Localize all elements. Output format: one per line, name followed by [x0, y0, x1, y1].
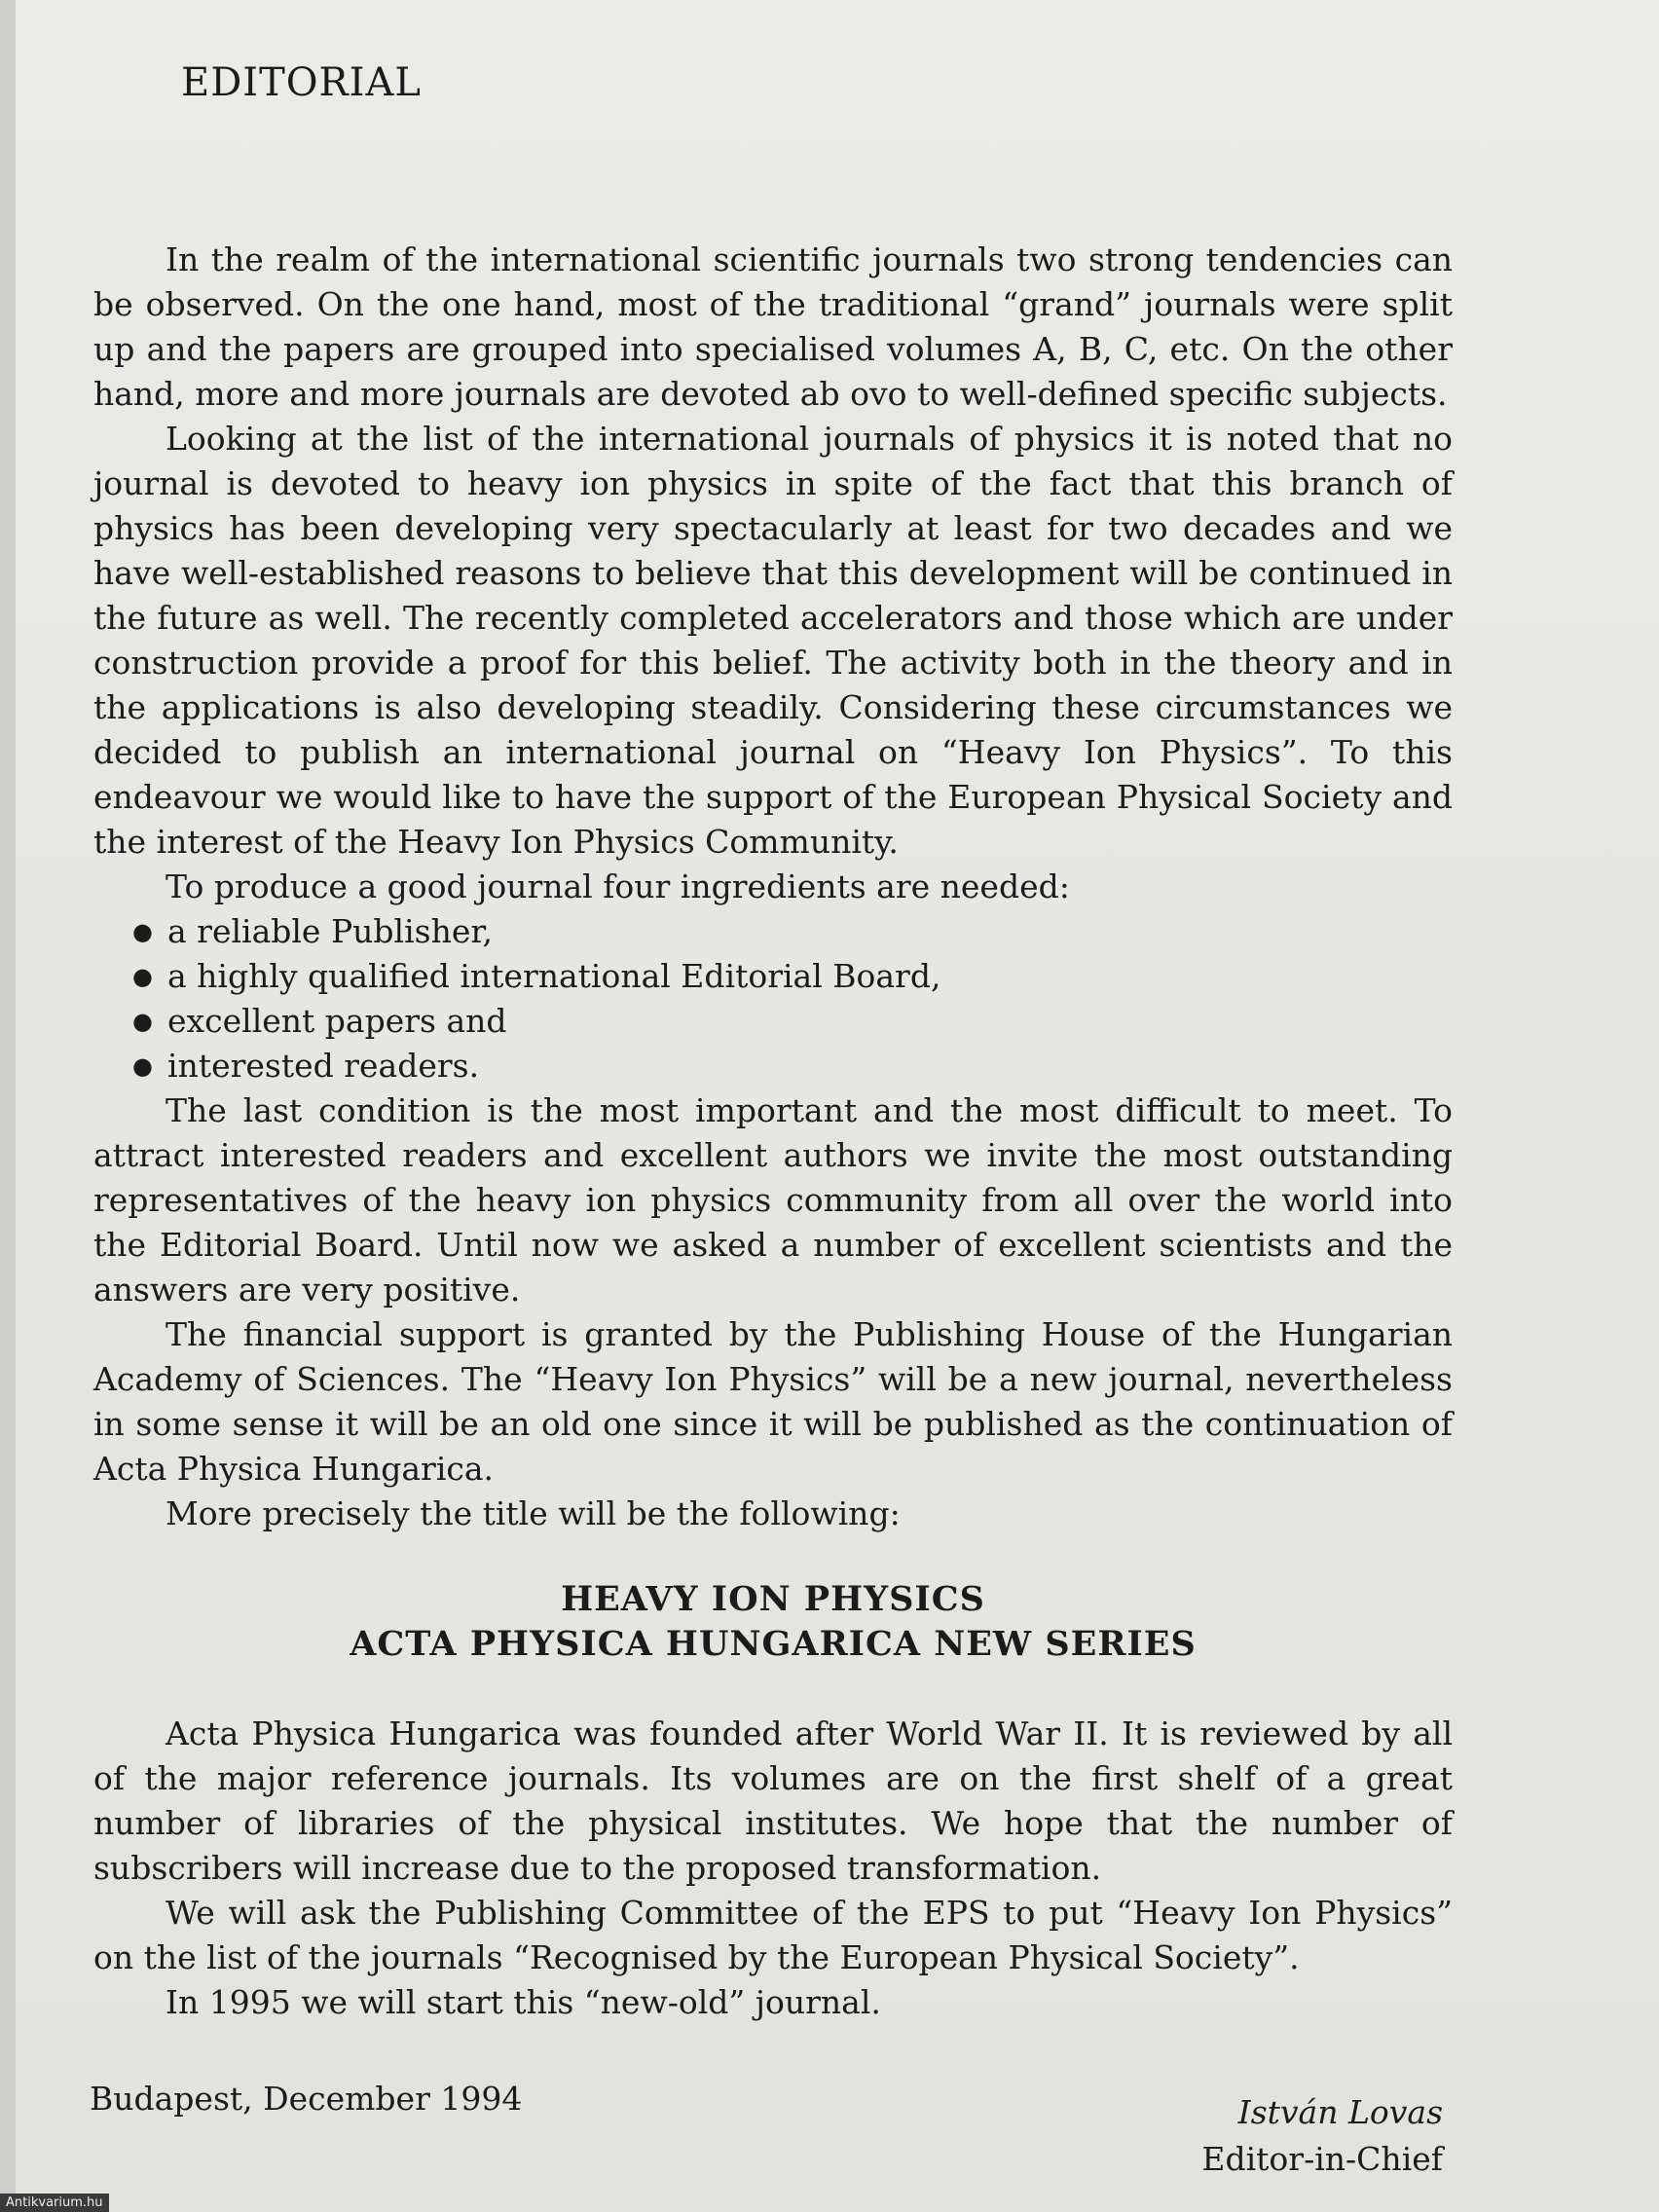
- journal-title-line2: ACTA PHYSICA HUNGARICA NEW SERIES: [350, 1624, 1197, 1664]
- paragraph: The last condition is the most important and the most difficult to meet. To attract interested readers and excellent authors we invite the most outstanding representatives of the heavy ion physics community from all over the world into the Editorial Board. Until now we asked a number of excellent scientists and the answers are very positive.: [93, 1091, 1453, 1309]
- paragraph: More precisely the title will be the following:: [166, 1494, 901, 1532]
- signature-name: István Lovas: [1237, 2093, 1443, 2131]
- watermark: Antikvarium.hu: [0, 2194, 109, 2212]
- ingredients-list: [93, 909, 1453, 1088]
- place-date: Budapest, December 1994: [90, 2080, 523, 2118]
- paragraph: In 1995 we will start this “new-old” journal.: [166, 1983, 881, 2021]
- paragraph: To produce a good journal four ingredients are needed:: [166, 867, 1070, 905]
- list-item: ● interested readers.: [93, 1044, 1453, 1088]
- list-item: ● excellent papers and: [93, 999, 1453, 1044]
- document-page: [16, 0, 1659, 2212]
- journal-title: [93, 1577, 1453, 1667]
- signature-role: Editor-in-Chief: [1201, 2140, 1443, 2178]
- list-item: ● a highly qualified international Editorial Board,: [93, 954, 1453, 999]
- paragraph: In the realm of the international scientific journals two strong tendencies can be observed. On the one hand, most of the traditional “grand” journals were split up and the papers are grouped into specialised volumes A, B, C, etc. On the other hand, more and more journals are devoted ab ovo to well-defined specific subjects.: [93, 240, 1453, 413]
- paragraph: Looking at the list of the international journals of physics it is noted that no journal is devoted to heavy ion physics in spite of the fact that this branch of physics has been developing very spectacularly at least for two decades and we have well-established reasons to believe that this development will be continued in the future as well. The recently completed accelerators and those which are under construction provide a proof for this belief. The activity both in the theory and in the applications is also developing steadily. Considering these circumstances we decided to publish an international journal on “Heavy Ion Physics”. To this endeavour we would like to have the support of the European Physical Society and the interest of the Heavy Ion Physics Community.: [93, 420, 1453, 861]
- paragraph: Acta Physica Hungarica was founded after World War II. It is reviewed by all of the major reference journals. Its volumes are on the first shelf of a great number of libraries of the physical institutes. We hope that the number of subscribers will increase due to the proposed transformation.: [93, 1714, 1453, 1887]
- paragraph: We will ask the Publishing Committee of the EPS to put “Heavy Ion Physics” on the list of the journals “Recognised by the European Physical Society”.: [93, 1894, 1453, 1976]
- editorial-body: [93, 238, 1453, 2025]
- paragraph: The financial support is granted by the Publishing House of the Hungarian Academy of Sciences. The “Heavy Ion Physics” will be a new journal, nevertheless in some sense it will be an old one since it will be published as the continuation of Acta Physica Hungarica.: [93, 1315, 1453, 1488]
- signature-block: [1201, 2089, 1443, 2183]
- list-item: ● a reliable Publisher,: [93, 909, 1453, 954]
- journal-title-line1: HEAVY ION PHYSICS: [561, 1579, 985, 1619]
- editorial-heading: EDITORIAL: [181, 60, 422, 105]
